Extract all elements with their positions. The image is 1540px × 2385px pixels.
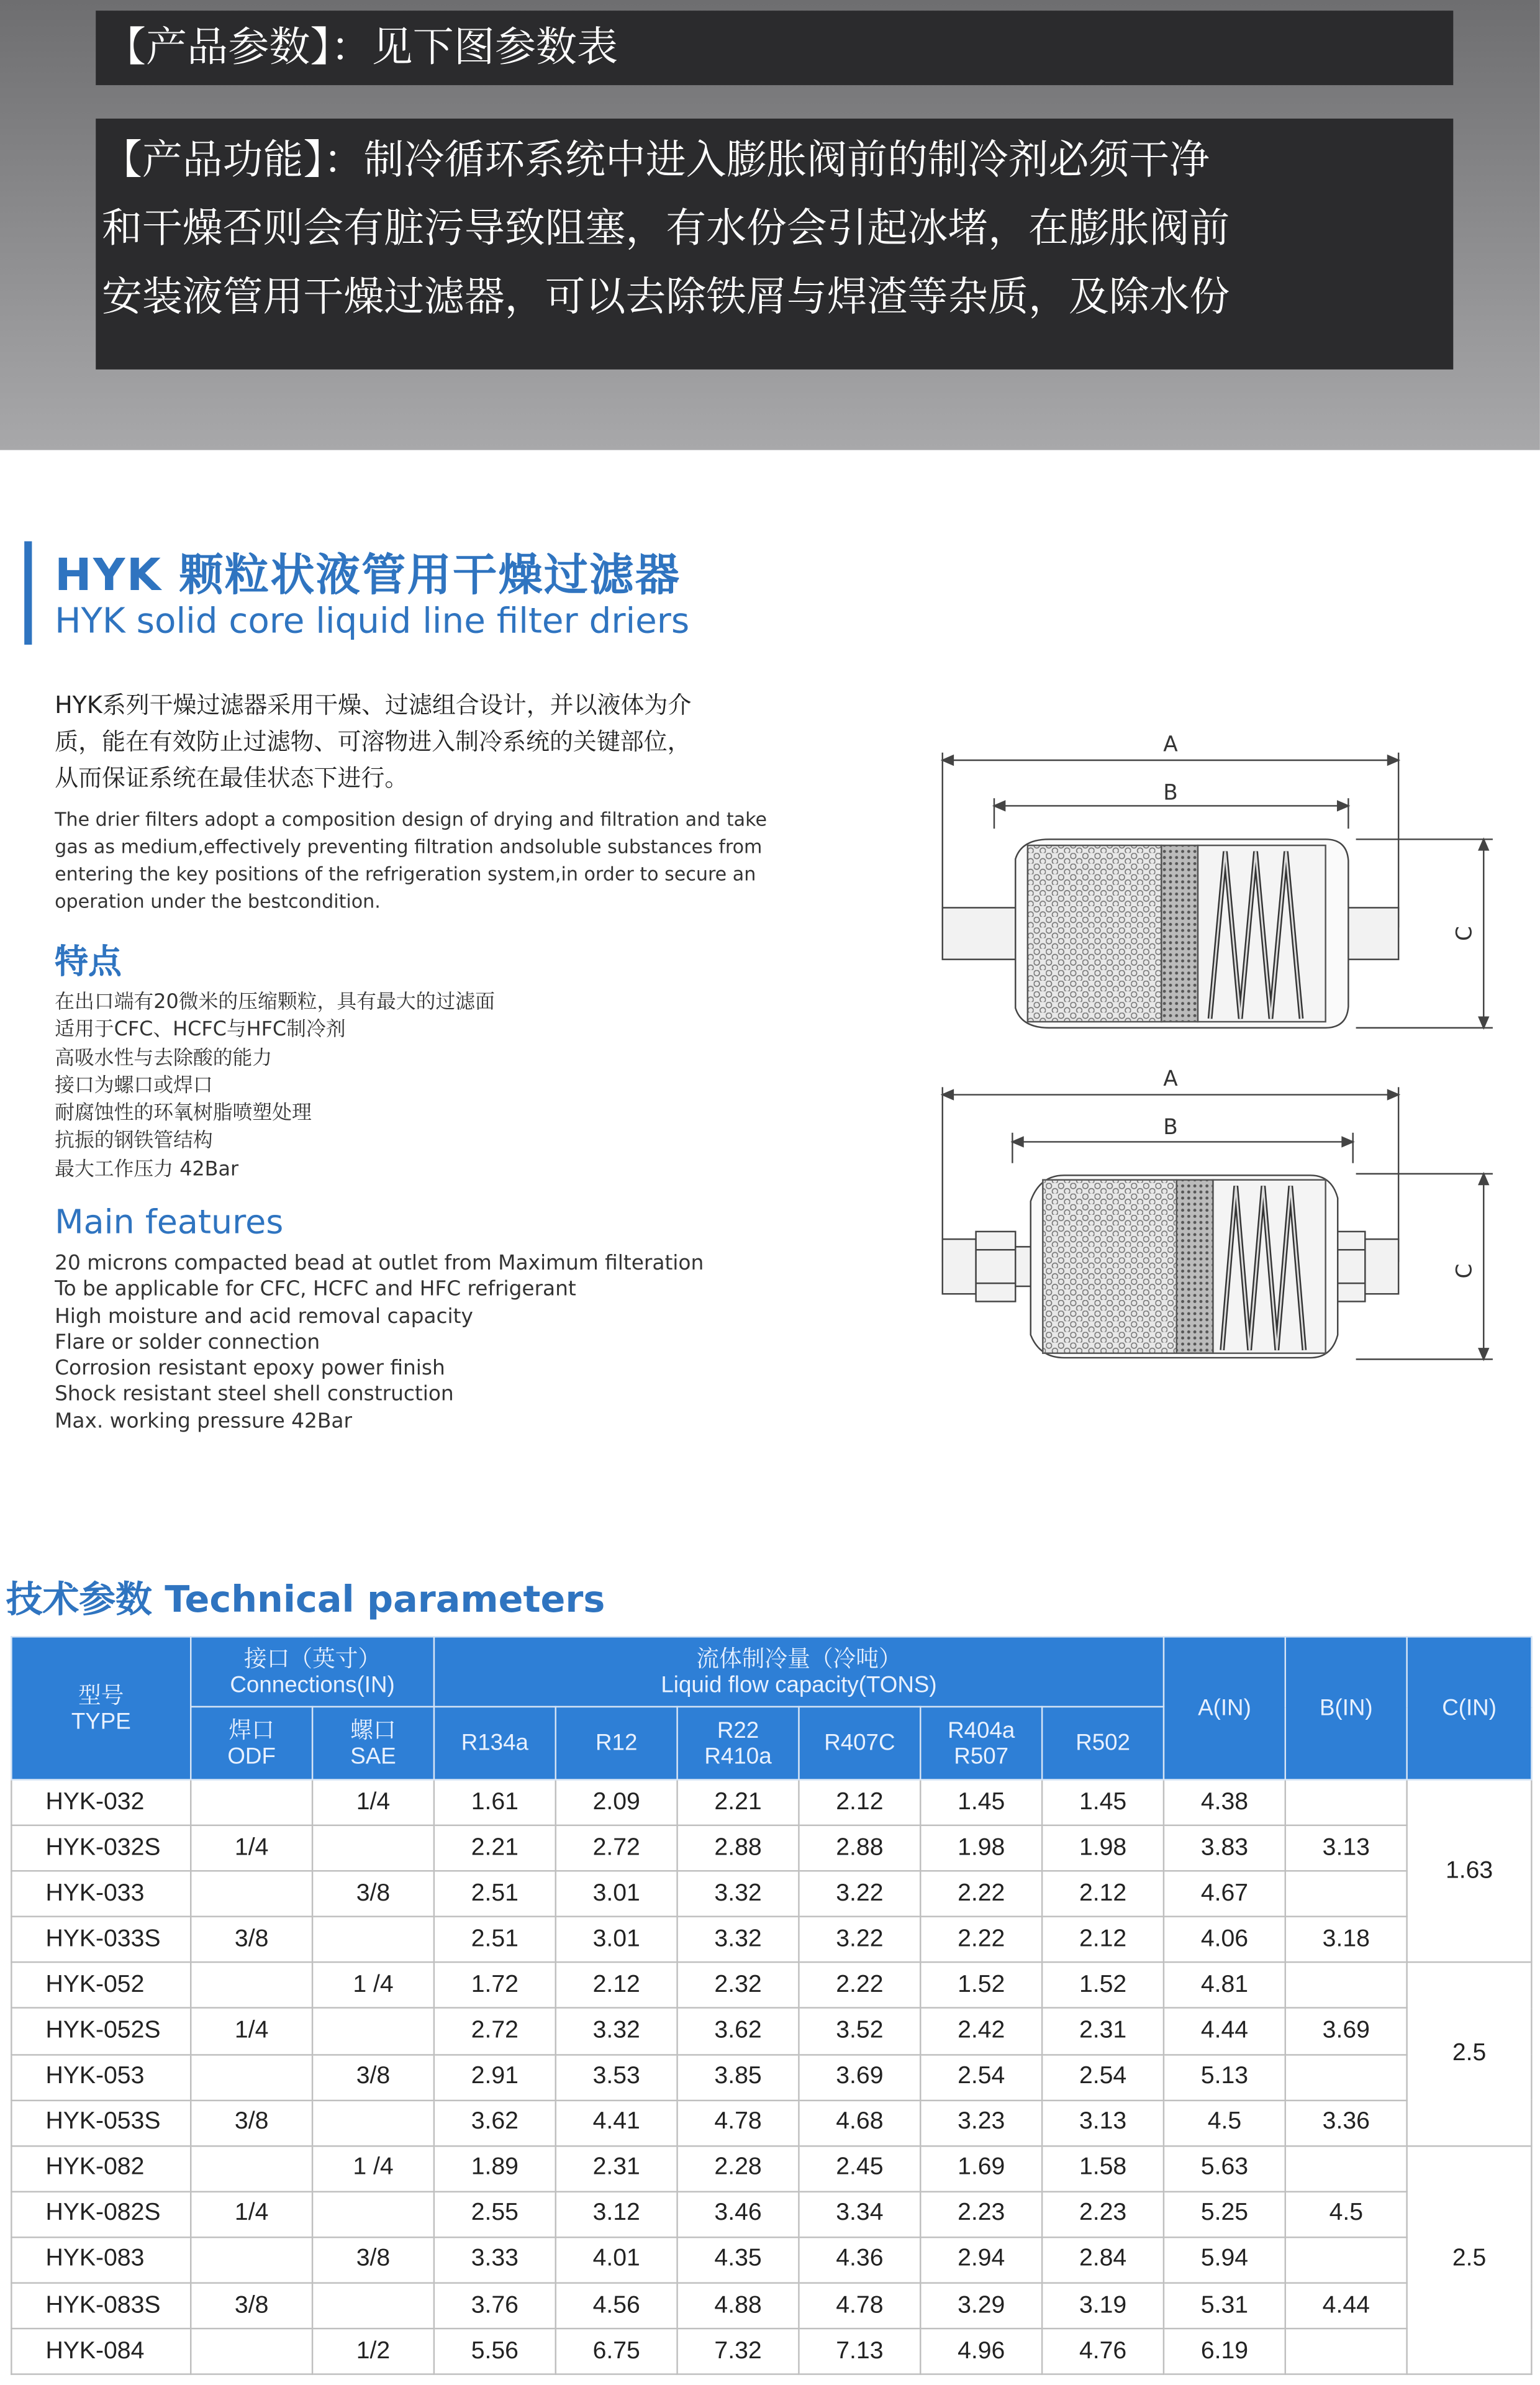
r407c-cell: 2.45 [799, 2146, 920, 2192]
table-row [11, 2328, 1531, 2374]
r407c-cell: 4.36 [799, 2237, 920, 2283]
feature-item: Corrosion resistant epoxy power finish [55, 1358, 445, 1381]
description-line: 质，能在有效防止过滤物、可溶物进入制冷系统的关键部位， [55, 728, 691, 756]
r502-cell: 2.12 [1042, 1917, 1164, 1963]
type-cell: HYK-033S [11, 1917, 191, 1963]
b-cell [1285, 2054, 1407, 2100]
type-cell: HYK-052S [11, 2009, 191, 2055]
b-cell [1285, 1871, 1407, 1917]
r134a-cell: 5.56 [434, 2328, 556, 2374]
function-line: 【产品功能】：制冷循环系统中进入膨胀阀前的制冷剂必须干净 [102, 137, 1210, 184]
type-cell: HYK-082 [11, 2146, 191, 2192]
r134a-cell: 2.91 [434, 2054, 556, 2100]
r22-cell: 3.46 [677, 2191, 799, 2237]
r12-cell: 2.31 [556, 2146, 677, 2192]
r22-cell: 4.35 [677, 2237, 799, 2283]
table-row [11, 2100, 1531, 2146]
r134a-cell: 2.21 [434, 1825, 556, 1871]
r407c-cell: 2.88 [799, 1825, 920, 1871]
r502-cell: 1.45 [1042, 1779, 1164, 1825]
dim-label-a: A [1163, 1066, 1178, 1091]
r502-cell: 1.98 [1042, 1825, 1164, 1871]
r407c-cell: 3.34 [799, 2191, 920, 2237]
b-cell [1285, 2237, 1407, 2283]
c-header: C(IN) [1407, 1637, 1532, 1779]
r22-cell: 7.32 [677, 2328, 799, 2374]
r502-cell: 2.23 [1042, 2191, 1164, 2237]
type-cell: HYK-053 [11, 2054, 191, 2100]
type-cell: HYK-033 [11, 1871, 191, 1917]
r407c-header: R407C [799, 1707, 920, 1780]
header-cn: 接口（英寸） [243, 1645, 381, 1672]
header-line: R22 [717, 1717, 759, 1743]
sae-cell: 3/8 [312, 2054, 434, 2100]
a-header: A(IN) [1164, 1637, 1285, 1779]
a-cell: 6.19 [1164, 2328, 1285, 2374]
odf-cell: 3/8 [191, 1917, 312, 1963]
r22-cell: 2.32 [677, 1963, 799, 2009]
sae-cell [312, 1917, 434, 1963]
header-en: Liquid flow capacity(TONS) [661, 1671, 937, 1698]
sae-cell: 3/8 [312, 1871, 434, 1917]
type-cell: HYK-053S [11, 2100, 191, 2146]
r134a-cell: 1.61 [434, 1779, 556, 1825]
b-cell: 3.69 [1285, 2009, 1407, 2055]
a-cell: 4.38 [1164, 1779, 1285, 1825]
table-row [11, 1779, 1531, 1825]
odf-cell [191, 1963, 312, 2009]
r502-cell: 1.58 [1042, 2146, 1164, 2192]
r407c-cell: 2.12 [799, 1779, 920, 1825]
r502-cell: 1.52 [1042, 1963, 1164, 2009]
r134a-cell: 3.76 [434, 2283, 556, 2329]
features-list-en [55, 1252, 704, 1435]
b-cell [1285, 1963, 1407, 2009]
description-line: gas as medium,effectively preventing filtration andsoluble substances from [55, 836, 763, 858]
r404a-cell: 1.69 [920, 2146, 1042, 2192]
features-heading-en: Main features [55, 1204, 284, 1243]
table-row [11, 2191, 1531, 2237]
r12-cell: 2.09 [556, 1779, 677, 1825]
r404a-cell: 2.23 [920, 2191, 1042, 2237]
header-cn: 流体制冷量（冷吨） [696, 1645, 902, 1672]
r502-cell: 3.13 [1042, 2100, 1164, 2146]
odf-cell: 3/8 [191, 2283, 312, 2329]
r134a-cell: 2.72 [434, 2009, 556, 2055]
header-cn: 型号 [78, 1682, 124, 1709]
dim-label-c: C [1452, 1263, 1477, 1279]
dim-label-b: B [1163, 1115, 1178, 1140]
type-cell: HYK-032S [11, 1825, 191, 1871]
odf-cell: 3/8 [191, 2100, 312, 2146]
r12-cell: 3.01 [556, 1871, 677, 1917]
header-line: R507 [954, 1743, 1009, 1769]
odf-header [191, 1707, 312, 1780]
r134a-cell: 3.33 [434, 2237, 556, 2283]
table-row [11, 1871, 1531, 1917]
table-row [11, 1963, 1531, 2009]
r134a-header: R134a [434, 1707, 556, 1780]
r404a-cell: 4.96 [920, 2328, 1042, 2374]
description-line: The drier filters adopt a composition design of drying and filtration and take [55, 809, 768, 830]
r12-cell: 3.53 [556, 2054, 677, 2100]
b-cell [1285, 2328, 1407, 2374]
r407c-cell: 7.13 [799, 2328, 920, 2374]
r404a-cell: 1.98 [920, 1825, 1042, 1871]
r404a-cell: 2.22 [920, 1917, 1042, 1963]
flare-drier-diagram [943, 1087, 1493, 1359]
r12-cell: 6.75 [556, 2328, 677, 2374]
r407c-cell: 3.22 [799, 1917, 920, 1963]
dim-label-b: B [1163, 780, 1178, 806]
header-cn: 螺口 [350, 1717, 396, 1743]
a-cell: 4.06 [1164, 1917, 1285, 1963]
a-cell: 5.25 [1164, 2191, 1285, 2237]
b-cell [1285, 1779, 1407, 1825]
r404a-header [920, 1707, 1042, 1780]
r502-cell: 2.31 [1042, 2009, 1164, 2055]
r134a-cell: 1.89 [434, 2146, 556, 2192]
r407c-cell: 3.69 [799, 2054, 920, 2100]
table-row [11, 2146, 1531, 2192]
odf-cell [191, 1871, 312, 1917]
feature-item: 最大工作压力 42Bar [55, 1158, 239, 1181]
r134a-cell: 2.51 [434, 1917, 556, 1963]
type-cell: HYK-084 [11, 2328, 191, 2374]
type-cell: HYK-082S [11, 2191, 191, 2237]
intro-section [0, 0, 1540, 450]
type-cell: HYK-083 [11, 2237, 191, 2283]
b-cell: 3.13 [1285, 1825, 1407, 1871]
dim-label-a: A [1163, 732, 1178, 757]
r12-cell: 3.01 [556, 1917, 677, 1963]
table-row [11, 2283, 1531, 2329]
a-cell: 5.31 [1164, 2283, 1285, 2329]
param-banner: 【产品参数】：见下图参数表 [96, 11, 1453, 85]
a-cell: 3.83 [1164, 1825, 1285, 1871]
description-cn [55, 687, 769, 796]
sae-header [312, 1707, 434, 1780]
features-heading-cn: 特点 [55, 944, 122, 983]
r502-cell: 4.76 [1042, 2328, 1164, 2374]
type-cell: HYK-032 [11, 1779, 191, 1825]
a-cell: 4.5 [1164, 2100, 1285, 2146]
feature-item: 耐腐蚀性的环氧树脂喷塑处理 [55, 1102, 312, 1125]
feature-item: 适用于CFC、HCFC与HFC制冷剂 [55, 1019, 346, 1042]
r404a-cell: 2.94 [920, 2237, 1042, 2283]
r502-cell: 3.19 [1042, 2283, 1164, 2329]
r22-cell: 3.85 [677, 2054, 799, 2100]
r12-cell: 4.01 [556, 2237, 677, 2283]
table-row [11, 2237, 1531, 2283]
a-cell: 4.44 [1164, 2009, 1285, 2055]
title-accent-bar [24, 541, 32, 644]
flow-capacity-header [434, 1637, 1164, 1707]
c-cell: 2.5 [1407, 2146, 1532, 2374]
r12-cell: 4.56 [556, 2283, 677, 2329]
r22-cell: 2.28 [677, 2146, 799, 2192]
feature-item: Flare or solder connection [55, 1332, 320, 1355]
sae-cell: 1/2 [312, 2328, 434, 2374]
description-en [55, 806, 769, 915]
r12-cell: 4.41 [556, 2100, 677, 2146]
r404a-cell: 1.45 [920, 1779, 1042, 1825]
r134a-cell: 2.51 [434, 1871, 556, 1917]
r502-cell: 2.54 [1042, 2054, 1164, 2100]
product-title-en: HYK solid core liquid line filter driers [55, 602, 690, 642]
header-cn: 焊口 [229, 1717, 274, 1743]
sae-cell [312, 2009, 434, 2055]
r22-cell: 3.62 [677, 2009, 799, 2055]
r22-cell: 3.32 [677, 1871, 799, 1917]
r134a-cell: 3.62 [434, 2100, 556, 2146]
r407c-cell: 4.78 [799, 2283, 920, 2329]
header-en: ODF [227, 1743, 276, 1769]
feature-item: 抗振的钢铁管结构 [55, 1130, 213, 1153]
function-line: 和干燥否则会有脏污导致阻塞，有水份会引起冰堵，在膨胀阀前 [102, 205, 1230, 253]
type-header [11, 1637, 191, 1779]
r404a-cell: 2.54 [920, 2054, 1042, 2100]
function-line: 安装液管用干燥过滤器，可以去除铁屑与焊渣等杂质，及除水份 [102, 273, 1230, 321]
r404a-cell: 3.29 [920, 2283, 1042, 2329]
feature-item: 20 microns compacted bead at outlet from Maximum filteration [55, 1253, 704, 1276]
r12-cell: 2.12 [556, 1963, 677, 2009]
b-cell: 4.44 [1285, 2283, 1407, 2329]
feature-item: 在出口端有20微米的压缩颗粒，具有最大的过滤面 [55, 991, 495, 1014]
b-cell: 3.18 [1285, 1917, 1407, 1963]
sae-cell [312, 2191, 434, 2237]
header-en: Connections(IN) [230, 1671, 395, 1698]
type-cell: HYK-052 [11, 1963, 191, 2009]
r407c-cell: 3.22 [799, 1871, 920, 1917]
c-cell: 2.5 [1407, 1963, 1532, 2146]
feature-item: To be applicable for CFC, HCFC and HFC refrigerant [55, 1279, 576, 1302]
r407c-cell: 2.22 [799, 1963, 920, 2009]
odf-cell [191, 2054, 312, 2100]
odf-cell: 1/4 [191, 2009, 312, 2055]
r502-cell: 2.12 [1042, 1871, 1164, 1917]
a-cell: 4.67 [1164, 1871, 1285, 1917]
odf-cell: 1/4 [191, 1825, 312, 1871]
r12-header: R12 [556, 1707, 677, 1780]
odf-cell [191, 1779, 312, 1825]
sae-cell: 3/8 [312, 2237, 434, 2283]
r404a-cell: 3.23 [920, 2100, 1042, 2146]
odf-cell [191, 2237, 312, 2283]
a-cell: 5.94 [1164, 2237, 1285, 2283]
description-line: operation under the bestcondition. [55, 891, 381, 912]
table-row [11, 1825, 1531, 1871]
sae-cell [312, 1825, 434, 1871]
product-title-cn: HYK 颗粒状液管用干燥过滤器 [55, 548, 681, 601]
feature-item: Max. working pressure 42Bar [55, 1411, 352, 1433]
r407c-cell: 4.68 [799, 2100, 920, 2146]
header-line: R410a [704, 1743, 772, 1769]
r134a-cell: 1.72 [434, 1963, 556, 2009]
feature-item: High moisture and acid removal capacity [55, 1305, 473, 1329]
description-line: HYK系列干燥过滤器采用干燥、过滤组合设计，并以液体为介 [55, 691, 692, 719]
description-line: 从而保证系统在最佳状态下进行。 [55, 765, 409, 793]
connections-header [191, 1637, 434, 1707]
r22-cell: 2.21 [677, 1779, 799, 1825]
description-line: entering the key positions of the refrigeration system,in order to secure an [55, 863, 756, 885]
dim-label-c: C [1452, 926, 1477, 942]
b-header: B(IN) [1285, 1637, 1407, 1779]
header-en: TYPE [71, 1708, 131, 1734]
type-cell: HYK-083S [11, 2283, 191, 2329]
feature-item: Shock resistant steel shell construction [55, 1384, 454, 1407]
sae-cell [312, 2283, 434, 2329]
sae-cell [312, 2100, 434, 2146]
feature-item: 接口为螺口或焊口 [55, 1074, 213, 1098]
feature-item: 高吸水性与去除酸的能力 [55, 1047, 273, 1070]
r12-cell: 3.12 [556, 2191, 677, 2237]
c-cell: 1.63 [1407, 1779, 1532, 1963]
odf-cell [191, 2328, 312, 2374]
r22-cell: 4.88 [677, 2283, 799, 2329]
filter-drier-diagrams [912, 715, 1505, 1384]
r12-cell: 3.32 [556, 2009, 677, 2055]
r404a-cell: 2.42 [920, 2009, 1042, 2055]
features-list-cn [55, 990, 495, 1185]
r407c-cell: 3.52 [799, 2009, 920, 2055]
r22-cell: 3.32 [677, 1917, 799, 1963]
a-cell: 5.63 [1164, 2146, 1285, 2192]
sae-cell: 1 /4 [312, 2146, 434, 2192]
r134a-cell: 2.55 [434, 2191, 556, 2237]
tech-params-table [11, 1636, 1533, 2375]
r404a-cell: 2.22 [920, 1871, 1042, 1917]
b-cell: 4.5 [1285, 2191, 1407, 2237]
header-en: SAE [350, 1743, 396, 1769]
odf-cell: 1/4 [191, 2191, 312, 2237]
tech-params-heading: 技术参数 Technical parameters [6, 1578, 605, 1621]
r404a-cell: 1.52 [920, 1963, 1042, 2009]
sae-cell: 1/4 [312, 1779, 434, 1825]
table-row [11, 2009, 1531, 2055]
odf-cell [191, 2146, 312, 2192]
r22-header [677, 1707, 799, 1780]
table-row [11, 1917, 1531, 1963]
solder-drier-diagram [943, 753, 1493, 1028]
b-cell [1285, 2146, 1407, 2192]
r22-cell: 4.78 [677, 2100, 799, 2146]
r502-cell: 2.84 [1042, 2237, 1164, 2283]
b-cell: 3.36 [1285, 2100, 1407, 2146]
table-row [11, 2054, 1531, 2100]
function-banner [96, 119, 1453, 370]
header-line: R404a [948, 1717, 1015, 1743]
sae-cell: 1 /4 [312, 1963, 434, 2009]
r502-header: R502 [1042, 1707, 1164, 1780]
r12-cell: 2.72 [556, 1825, 677, 1871]
a-cell: 5.13 [1164, 2054, 1285, 2100]
a-cell: 4.81 [1164, 1963, 1285, 2009]
r22-cell: 2.88 [677, 1825, 799, 1871]
